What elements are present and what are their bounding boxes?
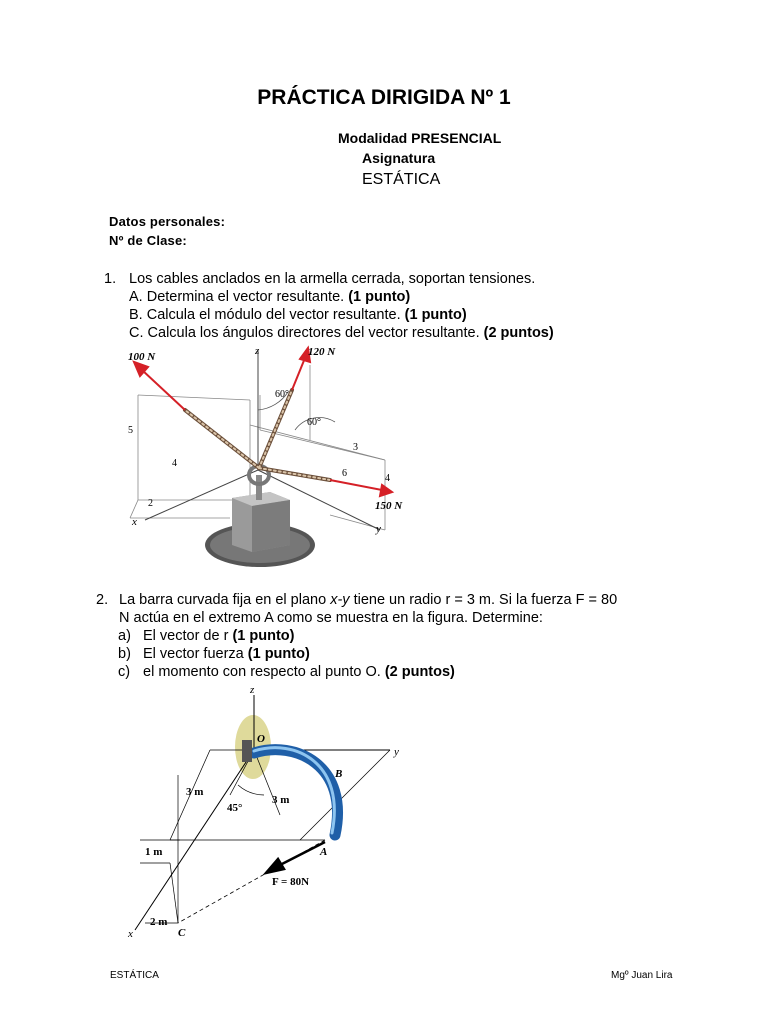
dim-6-label: 6 [342, 468, 347, 479]
y-axis-label: y [394, 746, 399, 758]
force-80n-label: F = 80N [272, 876, 310, 888]
q1-item-b-points: (1 punto) [404, 307, 467, 323]
x-axis-label: x [132, 516, 137, 528]
class-number-label: Nº de Clase: [109, 233, 187, 248]
dim-3m-a-label: 3 m [186, 786, 204, 798]
q2-item-c-points: (2 puntos) [384, 664, 455, 680]
page-title: PRÁCTICA DIRIGIDA Nº 1 [257, 86, 511, 109]
z-axis-label: z [250, 685, 255, 696]
q2-curved-bar-figure [120, 685, 420, 950]
q2-number: 2. [96, 592, 109, 608]
q2-item-b-letter: b) [118, 646, 131, 662]
dim-3m-b-label: 3 m [272, 794, 290, 806]
y-axis-label: y [376, 523, 381, 535]
dim-5-label: 5 [128, 425, 133, 436]
dim-2m-label: 2 m [150, 916, 168, 928]
footer-author: Mgº Juan Lira [611, 970, 673, 981]
subject-label: Asignatura [362, 150, 436, 166]
q2-line1-variable: x-y [330, 592, 350, 608]
q2-line1-end: tiene un radio r = 3 m. Si la fuerza F = 80 [349, 592, 618, 608]
q2-item-a [143, 627, 294, 645]
q2-item-b-text: El vector fuerza [143, 646, 244, 662]
angle-45-label: 45° [227, 802, 243, 814]
q1-number: 1. [104, 271, 117, 287]
point-b-label: B [335, 768, 343, 780]
q2-item-b [143, 645, 310, 663]
z-axis-label: z [255, 345, 260, 357]
footer-subject: ESTÁTICA [110, 970, 159, 981]
q2-item-a-letter: a) [118, 628, 131, 644]
force-100n-label: 100 N [128, 351, 156, 363]
q1-item-c-text: C. Calcula los ángulos directores del vector resultante. [129, 325, 480, 341]
q2-item-c-letter: c) [118, 664, 131, 680]
q1-item-c-points: (2 puntos) [483, 325, 554, 341]
dim-4b-label: 4 [385, 473, 390, 484]
modality-label: Modalidad PRESENCIAL [338, 130, 502, 146]
force-150n-label: 150 N [375, 500, 403, 512]
dim-4-label: 4 [172, 458, 177, 469]
q1-item-b [129, 306, 467, 324]
angle-60-b-label: 60° [307, 417, 321, 428]
q1-item-a-points: (1 punto) [348, 289, 411, 305]
anchor-block [205, 466, 315, 567]
x-axis-label: x [128, 928, 133, 940]
q2-statement-line1 [119, 591, 617, 609]
q1-item-a-text: A. Determina el vector resultante. [129, 289, 345, 305]
q1-statement: Los cables anclados en la armella cerrada, soportan tensiones. [129, 271, 536, 287]
q2-item-c-text: el momento con respecto al punto O. [143, 664, 381, 680]
q1-item-a [129, 288, 410, 306]
personal-data-label: Datos personales: [109, 214, 226, 229]
point-o-label: O [257, 733, 265, 745]
q2-item-a-points: (1 punto) [232, 628, 295, 644]
q1-item-b-text: B. Calcula el módulo del vector resultante. [129, 307, 401, 323]
subject-name: ESTÁTICA [362, 171, 441, 188]
q1-cable-figure [120, 340, 420, 580]
dim-2-label: 2 [148, 498, 153, 509]
angle-60-a-label: 60° [275, 389, 289, 400]
q2-item-a-text: El vector de r [143, 628, 229, 644]
q2-item-b-points: (1 punto) [247, 646, 310, 662]
q2-line1-start: La barra curvada fija en el plano [119, 592, 331, 608]
point-c-label: C [178, 927, 186, 939]
dim-3-label: 3 [353, 442, 358, 453]
q2-statement-line2: N actúa en el extremo A como se muestra en la figura. Determine: [119, 610, 543, 626]
force-120n-label: 120 N [308, 346, 336, 358]
q2-item-c [143, 663, 455, 681]
point-a-label: A [320, 846, 328, 858]
dim-1m-label: 1 m [145, 846, 163, 858]
